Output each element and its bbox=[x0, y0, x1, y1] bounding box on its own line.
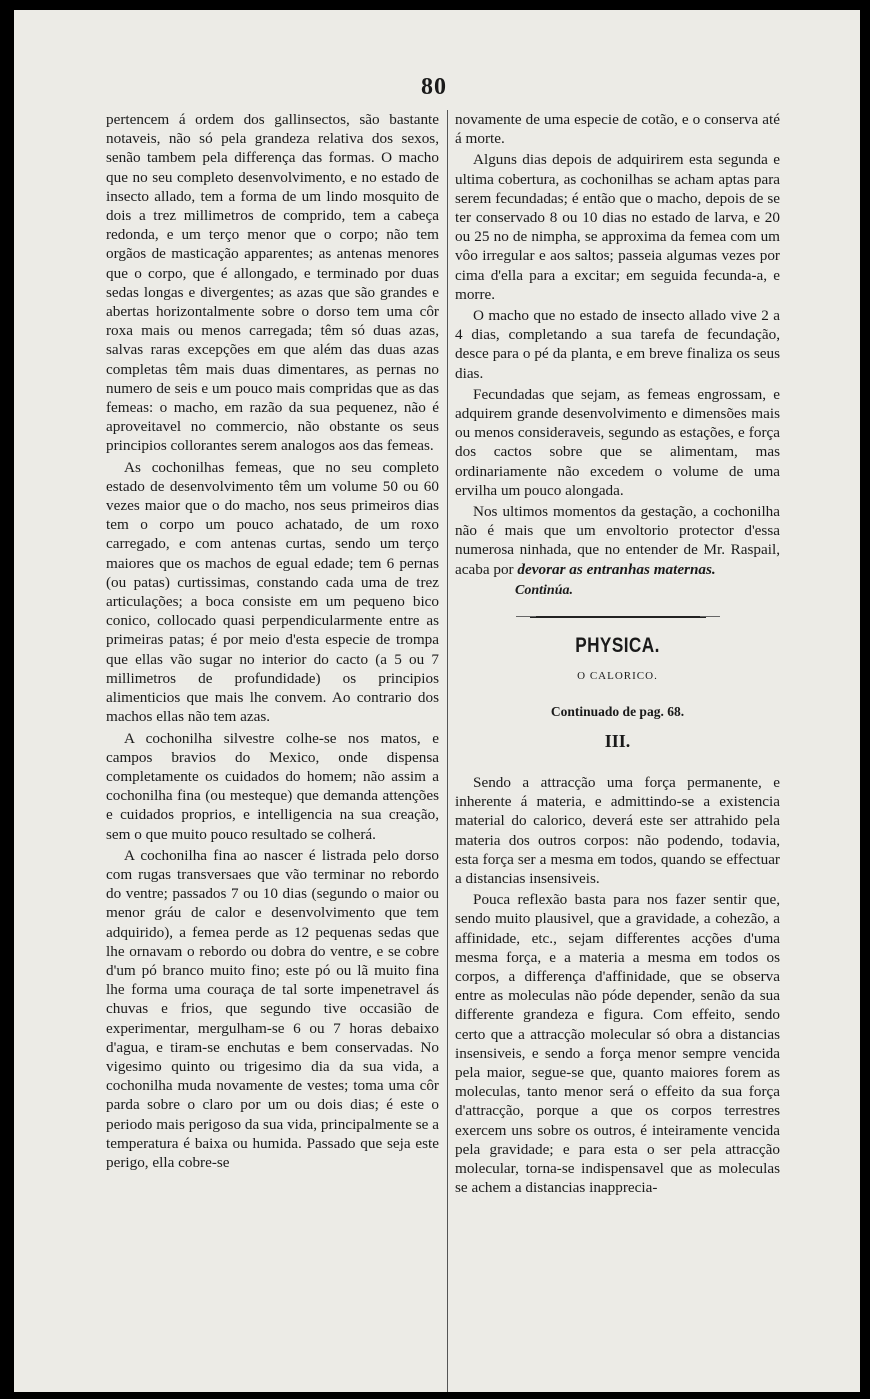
page-sheet bbox=[14, 10, 860, 1392]
paragraph: Sendo a attracção uma força permanente, e inherente á materia, e admittindo-se a existencia material do calorico, deverá este ser attrahido pela materia dos outros corpos: não podendo, todavia, esta força ser a mesma em todos, quando se effectuar a distancias insensiveis. bbox=[455, 773, 780, 887]
section-title: PHYSICA. bbox=[575, 634, 660, 658]
section-subtitle: O CALORICO. bbox=[577, 670, 658, 683]
paragraph: Fecundadas que sejam, as femeas engrossam, e adquirem grande desenvolvimento e dimensões mais ou menos consideraveis, segundo as estações, e força dos cactos sobre que se alimentam, mas ordinariamente não excedem o volume de uma ervilha um pouco alongada. bbox=[455, 385, 780, 499]
paragraph-text: Nos ultimos momentos da gestação, a cochonilha não é mais que um envoltorio protector d'essa numerosa ninhada, que no entender de Mr. Raspail, acaba por bbox=[455, 503, 780, 578]
paragraph: Pouca reflexão basta para nos fazer sentir que, sendo muito plausivel, que a gravidade, a cohezão, a affinidade, etc., sejam differentes acções d'uma mesma força, e a materia a mesma em todos os corpos, a differença d'affinidade, que se observa entre as moleculas não póde depender, senão da sua differente grandeza e figura. Com effeito, sendo certo que a attracção molecular só obra a distancias insensiveis, e sendo a força menor sempre vencida pela maior, segue-se que, quanto maiores forem as moleculas, tanto menor será o effeito da sua força d'attracção, porque a que os corpos terrestres exercem uns sobre os outros, é inteiramente vencida pela gravidade; e para esta o ser pela attracção molecular, torna-se indispensavel que as moleculas se achem a distancias inapprecia- bbox=[455, 891, 780, 1197]
right-column bbox=[455, 110, 780, 1197]
paragraph: As cochonilhas femeas, que no seu completo estado de desenvolvimento têm um volume 50 ou 60 vezes maior que o do macho, nos seus primeiros dias tem o corpo um pouco achatado, de um roxo carregado, e com antenas curtas, sendo um terço maiores que os machos de egual edade; tem 6 pernas (ou patas) curtissimas, constando cada uma de trez articulações; a boca consiste em um pequeno bico conico, collocado quasi perpendicularmente entre as primeiras patas; é por meio d'esta especie de trompa que ellas vão sugar no interior do cacto (a 5 ou 7 millimetros de profundidade) os principios alimenticios que mais lhe convem. Ao contrario dos machos ellas não tem azas. bbox=[106, 458, 439, 726]
continued-note: Continuado de pag. 68. bbox=[550, 704, 685, 720]
paragraph bbox=[455, 502, 780, 579]
left-column bbox=[106, 110, 439, 1172]
continua-note: Continúa. bbox=[515, 582, 573, 598]
paragraph: novamente de uma especie de cotão, e o conserva até á morte. bbox=[455, 111, 780, 148]
paragraph: pertencem á ordem dos gallinsectos, são bastante notaveis, não só pela grandeza relativa dos sexos, senão tambem pela differença das formas. O macho que no seu completo desenvolvimento, e no estado de insecto allado, tem a forma de um lindo mosquito de dois a trez millimetros de comprido, tem a cabeça redonda, e um terço menor que o corpo; não tem orgãos de masticação apparentes; as antenas menores que o corpo, que é allongado, e terminado por duas sedas longas e divergentes; as azas que são grandes e abertas horizontalmente sobre o dorso tem uma côr roxa mais ou menos carregada; têm só duas azas, salvas raras excepções em que além das duas azas completas têm mais duas dimentares, as pernas no numero de seis e um pouco mais compridas que as das femeas: o macho, em razão da sua pequenez, não é aproveitavel no commercio, não obstante os seus principios collorantes serem analogos aos das femeas. bbox=[106, 111, 439, 455]
section-separator bbox=[530, 616, 706, 618]
page-number: 80 bbox=[421, 74, 447, 100]
column-divider bbox=[447, 110, 448, 1392]
emphasis-text: devorar as entranhas maternas. bbox=[517, 560, 716, 578]
paragraph: A cochonilha silvestre colhe-se nos matos, e campos bravios do Mexico, onde dispensa completamente os cuidados do homem; não assim a cochonilha fina (ou mesteque) que demanda attenções e cuidados proprios, e intelligencia na sua creação, sem o que muito pouco resultado se colherá. bbox=[106, 729, 439, 843]
paragraph: A cochonilha fina ao nascer é listrada pelo dorso com rugas transversaes que vão terminar no rebordo do ventre; passados 7 ou 10 dias (segundo o maior ou menor gráu de calor e desenvolvimento que tem adquirido), a femea perde as 12 pequenas sedas que lhe ornavam o rebordo ou dobra do ventre, e se cobre d'um pó branco muito fino; este pó ou lã muito fina lhe forma uma couraça de tal sorte impenetravel ás chuvas e frios, que segundo tive occasião de experimentar, mergulham-se 6 ou 7 horas debaixo d'agua, e tiram-se enchutas e bem conservadas. No vigesimo quinto ou trigesimo dia da sua vida, a cochonilha muda novamente de vestes; toma uma côr parda sobre o claro por um ou dois dias; é este o periodo mais perigoso da sua vida, principalmente se a temperatura é baixa ou humida. Passado que seja este perigo, ella cobre-se bbox=[106, 846, 439, 1171]
paragraph: Alguns dias depois de adquirirem esta segunda e ultima cobertura, as cochonilhas se acham aptas para serem fecundadas; é então que o macho, depois de se ter conservado 8 ou 10 dias no estado de larva, e 20 ou 25 no de nimpha, se approxima da femea com um vôo irregular e aos saltos; passeia algumas vezes por cima d'ella para a excitar; em seguida fecunda-a, e morre. bbox=[455, 151, 780, 303]
chapter-number: III. bbox=[604, 730, 631, 751]
paragraph: O macho que no estado de insecto allado vive 2 a 4 dias, completando a sua tarefa de fecundação, desce para o pé da planta, e em breve finaliza os seus dias. bbox=[455, 307, 780, 382]
